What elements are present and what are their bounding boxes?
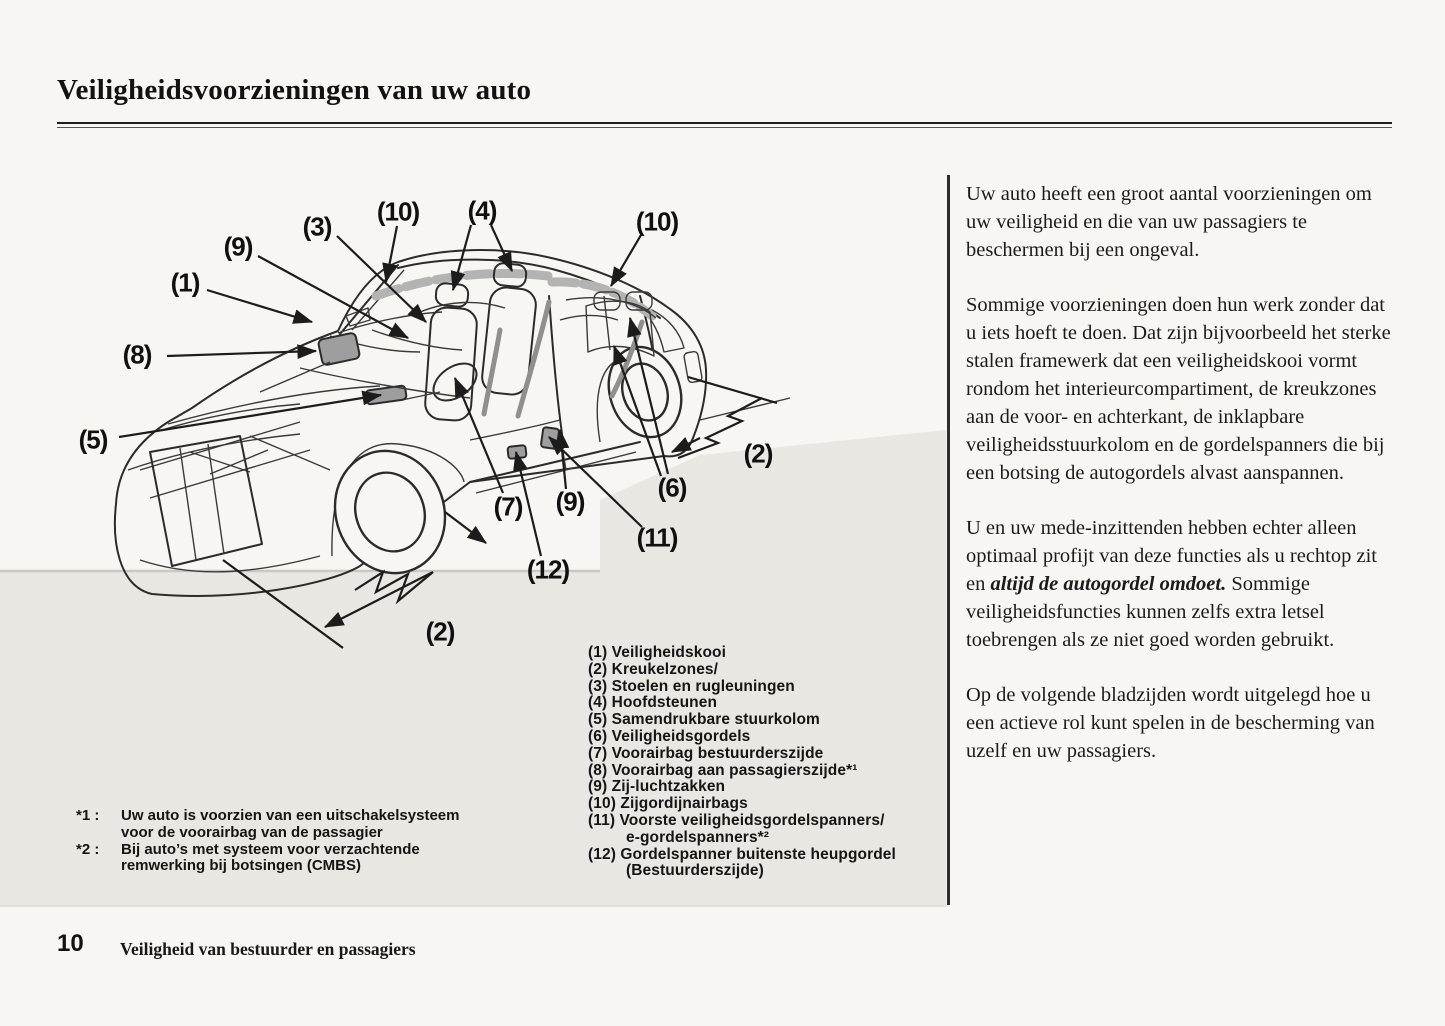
callout-(5): (5) bbox=[78, 424, 108, 455]
legend-line: (10) Zijgordijnairbags bbox=[588, 795, 748, 813]
legend-line: (7) Voorairbag bestuurderszijde bbox=[588, 744, 824, 762]
footnote-1-marker: *1 : bbox=[76, 807, 100, 824]
legend-line: (1) Veiligheidskooi bbox=[588, 644, 726, 661]
legend-line: (4) Hoofdsteunen bbox=[588, 694, 718, 712]
title-rule bbox=[57, 122, 1392, 124]
legend-line: (2) Kreukelzones/ bbox=[588, 660, 719, 678]
passenger-airbag bbox=[318, 332, 361, 365]
callout-(2): (2) bbox=[743, 438, 773, 469]
article-column bbox=[966, 180, 1398, 792]
legend-line: e-gordelspanners*² bbox=[626, 828, 770, 846]
callout-(4): (4) bbox=[467, 195, 497, 226]
legend-line: (9) Zij-luchtzakken bbox=[588, 778, 726, 796]
callout-(6): (6) bbox=[657, 472, 687, 503]
legend-line: (3) Stoelen en rugleuningen bbox=[588, 677, 795, 695]
legend-line: (5) Samendrukbare stuurkolom bbox=[588, 711, 820, 729]
callout-(11): (11) bbox=[636, 522, 678, 553]
paragraph-1: Uw auto heeft een groot aantal voorzieningen om uw veiligheid en die van uw passagiers te beschermen bij een ongeval. bbox=[966, 183, 1372, 261]
legend-line: (Bestuurderszijde) bbox=[626, 862, 764, 880]
legend-line: (8) Voorairbag aan passagierszijde*¹ bbox=[588, 761, 858, 779]
footnotes bbox=[76, 808, 459, 875]
callout-(10): (10) bbox=[635, 206, 679, 237]
callout-(12): (12) bbox=[526, 554, 570, 585]
emphasis-phrase: altijd de autogordel omdoet. bbox=[990, 573, 1227, 595]
paragraph-4: Op de volgende bladzijden wordt uitgelegd hoe u een actieve rol kunt spelen in de bescherming van uzelf en uw passagiers. bbox=[966, 684, 1375, 762]
front-wheel bbox=[318, 435, 464, 588]
callout-(2): (2) bbox=[425, 616, 455, 647]
page-title: Veiligheidsvoorzieningen van uw auto bbox=[57, 74, 532, 106]
footnote-2-text: Bij auto’s met systeem voor verzachtende remwerking bij botsingen (CMBS) bbox=[121, 840, 420, 875]
paragraph-2: Sommige voorzieningen doen hun werk zonder dat u iets hoeft te doen. Dat zijn bijvoorbeeld het sterke stalen framewerk dat een veiligheidskooi vormt rondom het interieurcompartiment, de kreukzones aan de voor- en achterkant, de inklapbare veiligheidsstuurkolom en de gordelspanners die bij een botsing de autogordels alvast aanspannen. bbox=[966, 294, 1391, 484]
footnote-1-text: Uw auto is voorzien van een uitschakelsysteem voor de voorairbag van de passagier bbox=[121, 807, 460, 841]
legend-line: (11) Voorste veiligheidsgordelspanners/ bbox=[588, 811, 885, 829]
legend-line: (12) Gordelspanner buitenste heupgordel bbox=[588, 845, 896, 863]
callout-(7): (7) bbox=[493, 491, 523, 522]
legend bbox=[588, 645, 896, 880]
interior bbox=[260, 262, 656, 459]
callout-(1): (1) bbox=[170, 267, 200, 298]
footnote-1 bbox=[76, 808, 459, 842]
paragraph-3: U en uw mede-inzittenden hebben echter alleen optimaal profijt van deze functies als u rechtop zit en altijd de autogordel omdoet. Sommige veiligheidsfuncties kunnen zelfs extra letsel toebrengen als ze niet goed worden gebruikt. bbox=[966, 517, 1377, 651]
page-number: 10 bbox=[57, 930, 84, 957]
footer-section-title: Veiligheid van bestuurder en passagiers bbox=[120, 939, 416, 959]
callout-(3): (3) bbox=[302, 211, 332, 242]
callout-(9): (9) bbox=[223, 231, 253, 262]
column-divider bbox=[947, 175, 950, 905]
callout-(8): (8) bbox=[122, 339, 152, 370]
callout-(10): (10) bbox=[376, 196, 420, 227]
footnote-2-marker: *2 : bbox=[76, 840, 100, 858]
curtain-airbag-right bbox=[552, 282, 652, 316]
callout-(9): (9) bbox=[555, 486, 585, 517]
title-rule-thin bbox=[57, 127, 1392, 128]
footnote-2 bbox=[76, 842, 459, 876]
legend-line: (6) Veiligheidsgordels bbox=[588, 727, 751, 745]
rear-crumple-arrow bbox=[672, 377, 777, 458]
